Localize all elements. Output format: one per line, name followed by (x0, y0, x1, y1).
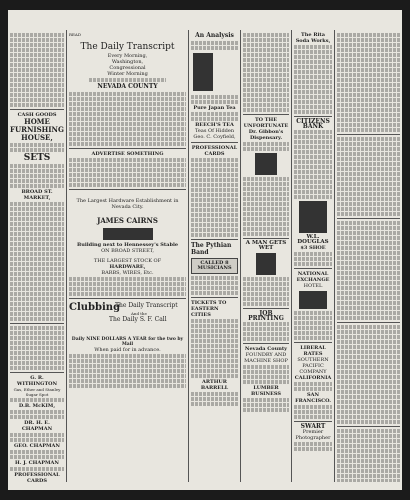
beech-heading: BEECH'S TEA (195, 122, 234, 128)
read-label: READ (69, 32, 82, 37)
cards-heading: PROFESSIONAL CARDS (14, 472, 60, 482)
douglas-portrait (299, 201, 327, 233)
column-5 (294, 32, 332, 482)
douglas-heading: W.L. DOUGLAS (297, 234, 329, 245)
national-heading: NATIONAL EXCHANGE (296, 271, 330, 283)
ad-heading: SETS (23, 153, 51, 163)
store-illustration (103, 228, 153, 240)
sf-heading: SAN FRANCISCO. (295, 392, 331, 404)
tickets-heading: EASTERN CITIES (191, 306, 219, 318)
swart-heading: SWART (300, 423, 326, 430)
subtitle-line: Congressional (109, 65, 146, 71)
ad-heading: HOME FURNISHING HOUSE, (10, 117, 64, 142)
analysis-heading: An Analysis (195, 32, 234, 39)
clubbing-ad (69, 301, 186, 337)
column-3 (191, 32, 238, 482)
sp-heading: SOUTHERN PACIFIC COMPANY (297, 357, 329, 375)
job-heading: JOB PRINTING (248, 310, 284, 322)
card-name: D.B. McKIM, (18, 403, 56, 409)
portrait-illustration (255, 153, 277, 175)
building-line: Building next to Hennessey's Stable (76, 242, 179, 248)
liberal-heading: LIBERAL RATES (300, 345, 326, 357)
hotel-heading: HOTEL (303, 283, 323, 289)
rita-heading: The Rita Soda Works, (295, 32, 331, 44)
column-2 (69, 32, 186, 482)
band-heading: The Pythian (191, 242, 232, 249)
county-heading: NEVADA COUNTY (97, 83, 158, 90)
douglas-shoe: $3 SHOE (300, 245, 326, 251)
cal-heading: CALIFORNIA (294, 375, 332, 381)
tickets-heading: TICKETS TO (191, 300, 227, 306)
card-line: Gas, Ether and Stanley Sugar Spot (13, 387, 61, 397)
stock-line: BARBS, WIRES, Etc. (101, 270, 154, 276)
hotel-illustration (299, 291, 327, 309)
citizens-heading: CITIZENS BANK (296, 118, 330, 130)
hardware-heading: The Largest Hardware Establishment in Nevada City. (76, 198, 179, 210)
tea-figure-illustration (193, 53, 213, 91)
cairns-name: JAMES CAIRNS (97, 216, 158, 225)
ad-heading: BROAD ST. MARKET, (21, 189, 53, 201)
column-4 (243, 32, 289, 482)
tea-heading: Pure Japan Tea (193, 105, 236, 111)
owner-line: Geo. C. Coyfield, (193, 134, 236, 140)
card-name: G. R. WITHINGTON (16, 375, 58, 387)
club-offer: Daily NINE DOLLARS A YEAR for the two by Mail (71, 337, 184, 347)
column-rule (66, 30, 67, 482)
subtitle-line: Winter Morning (107, 71, 148, 77)
stock-line: THE LARGEST STOCK OF (93, 258, 162, 264)
unfortunate-heading: TO THE UNFORTUNATE (243, 117, 289, 129)
card-name: GEO. CHAPMAN (14, 443, 60, 449)
column-rule (291, 30, 292, 482)
ad-heading: CASH GOODS (17, 112, 57, 118)
stock-line: HARDWARE, (109, 264, 146, 270)
column-rule (188, 30, 189, 482)
lumber-heading: LUMBER BUSINESS (250, 385, 282, 397)
prof-heading: PROFESSIONAL CARDS (191, 145, 238, 157)
advertise-heading: ADVERTISE SOMETHING (91, 151, 164, 157)
card-name: H. J. CHAPMAN (15, 460, 59, 466)
newspaper-page (8, 10, 402, 490)
card-name: DR. H. E. CHAPMAN (21, 420, 53, 432)
called-banner: CALLED 8 MUSICIANS (191, 258, 238, 274)
column-rule (334, 30, 335, 482)
club-line: The Daily S. F. Call (109, 316, 167, 323)
dispensary-heading: Dr. Gibbon's Dispensary. (248, 129, 284, 141)
club-note: When paid for in advance. (94, 347, 161, 353)
foundry-heading: FOUNDRY AND MACHINE SHOP (244, 352, 288, 364)
wet-heading: A MAN GETS WET (245, 240, 287, 251)
transcript-title: The Daily Transcript (80, 42, 175, 52)
band-heading: Band (191, 249, 209, 256)
subtitle-line: Washington, (111, 59, 144, 65)
street-line: ON BROAD STREET, (101, 248, 154, 254)
clubbing-big: Clubbing (69, 302, 121, 313)
umbrella-illustration (256, 253, 276, 275)
subtitle-line: Every Morning, (107, 53, 148, 59)
club-line: The Daily Transcript (115, 302, 178, 309)
column-1 (10, 32, 64, 482)
nevada-heading: Nevada County (244, 346, 288, 352)
column-rule (240, 30, 241, 482)
club-and: And the (131, 311, 147, 316)
photo-heading: Premier Photographer (295, 429, 331, 441)
column-6 (337, 32, 400, 482)
bottom-name: ARTHUR BARRELL (200, 379, 229, 391)
beech-sub: Teas Of Hidden (194, 128, 235, 134)
